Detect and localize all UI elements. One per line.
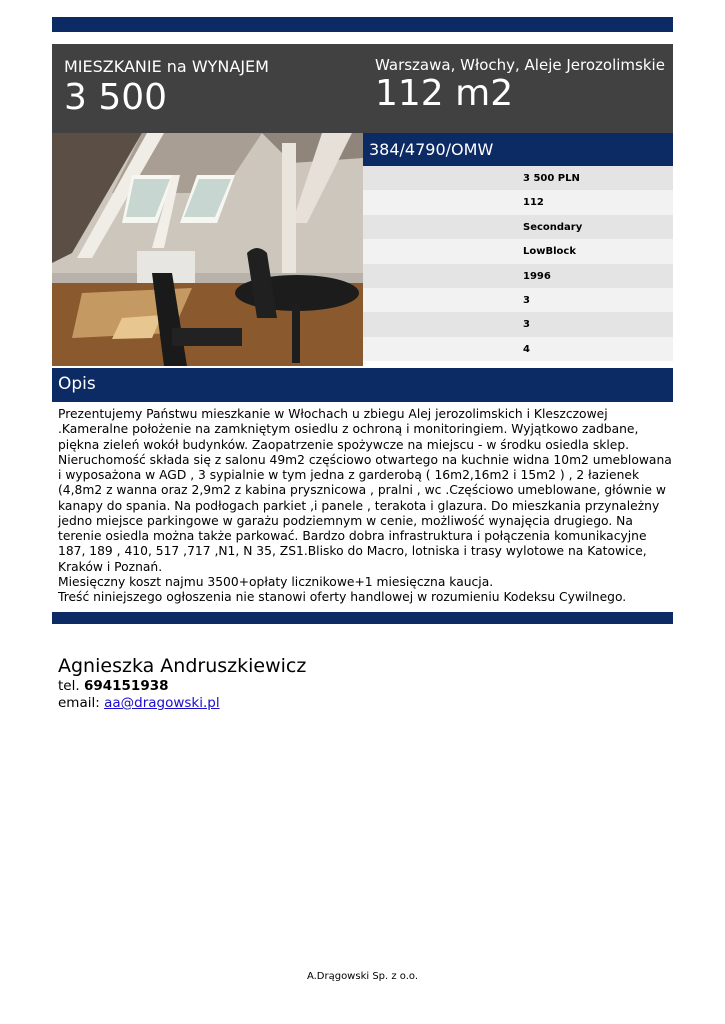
description-line: .Kameralne położenie na zamkniętym osiedlu z ochroną i monitoringiem. Wyjątkowo zadbane,: [58, 422, 639, 437]
param-value: 1996: [523, 270, 551, 282]
area-headline: 112 m2: [375, 73, 514, 114]
param-value: Secondary: [523, 221, 583, 233]
agent-contact: [58, 654, 306, 712]
apartment-photo: [52, 133, 363, 366]
params-row: [363, 312, 673, 336]
param-value: 4: [523, 343, 530, 355]
description-line: terenie osiedla można także parkować. Bardzo dobra infrastruktura i połączenia komunikacyjne: [58, 529, 647, 543]
description-line: piękna zieleń wokół budynków. Zaopatrzenie spożywcze na miejscu - w środku osiedla sklep.: [58, 437, 630, 452]
params-row: [363, 337, 673, 361]
param-value: 112: [523, 197, 544, 209]
description-line: 187, 189 , 410, 517 ,717 ,N1, N 35, ZS1.Blisko do Macro, lotniska i trasy wylotowe na Katowice,: [58, 544, 647, 559]
email-label: email:: [58, 695, 100, 711]
top-accent-bar: [52, 17, 673, 32]
param-value: 3: [523, 319, 530, 331]
agent-name: Agnieszka Andruszkiewicz: [58, 655, 307, 677]
phone-label: tel.: [58, 678, 80, 694]
price-headline: 3 500: [64, 77, 168, 118]
description-line: (4,8m2 z wanna oraz 2,9m2 z kabina prysznicowa , pralni , wc .Częściowo umeblowane, głównie w: [58, 483, 666, 498]
description-line: Miesięczny koszt najmu 3500+opłaty licznikowe+1 miesięczna kaucja.: [58, 574, 494, 589]
agent-email-link[interactable]: aa@dragowski.pl: [104, 695, 220, 711]
params-table: [363, 166, 673, 361]
description-line: Kraków i Poznań.: [58, 559, 163, 574]
listing-header: [52, 44, 673, 133]
description-line: Treść niniejszego ogłoszenia nie stanowi oferty handlowej w rozumieniu Kodeksu Cywilnego.: [58, 590, 627, 604]
params-row: [363, 239, 673, 263]
location: Warszawa, Włochy, Aleje Jerozolimskie: [375, 56, 665, 74]
description-line: Prezentujemy Państwu mieszkanie w Włochach u zbiegu Alej jerozolimskich i Kleszczowej: [58, 407, 608, 421]
param-value: 3: [523, 294, 530, 306]
description-line: Nieruchomość składa się z salonu 49m2 częściowo otwartego na kuchnie widna 10m2 umeblowana: [58, 452, 672, 467]
params-row: [363, 166, 673, 190]
params-row: [363, 288, 673, 312]
reference-number: 384/4790/OMW: [363, 133, 673, 166]
agent-email-line: [58, 695, 306, 712]
bottom-accent-bar: [52, 612, 673, 624]
params-row: [363, 190, 673, 214]
params-row: [363, 215, 673, 239]
description-line: kanapy do spania. Na podłogach parkiet ,i panele , terakota i glazura. Do mieszkania przynależny: [58, 498, 660, 513]
description-body: [58, 407, 670, 605]
agent-phone[interactable]: 694151938: [83, 678, 169, 694]
agent-phone-line: [58, 678, 306, 695]
offer-type: MIESZKANIE na WYNAJEM: [64, 57, 269, 76]
params-row: [363, 264, 673, 288]
param-value: LowBlock: [523, 246, 576, 258]
description-line: jedno miejsce parkingowe w garażu podziemnym w cenie, możliwość wynajęcia drugiego. Na: [58, 513, 633, 528]
description-heading: Opis: [52, 368, 673, 402]
description-line: i wyposażona w AGD , 3 sypialnie w tym jedna z garderobą ( 16m2,16m2 i 15m2 ) , 2 łazienek: [58, 468, 640, 482]
footer-company: A.Drągowski Sp. z o.o.: [306, 971, 419, 982]
param-value: 3 500 PLN: [523, 173, 580, 184]
